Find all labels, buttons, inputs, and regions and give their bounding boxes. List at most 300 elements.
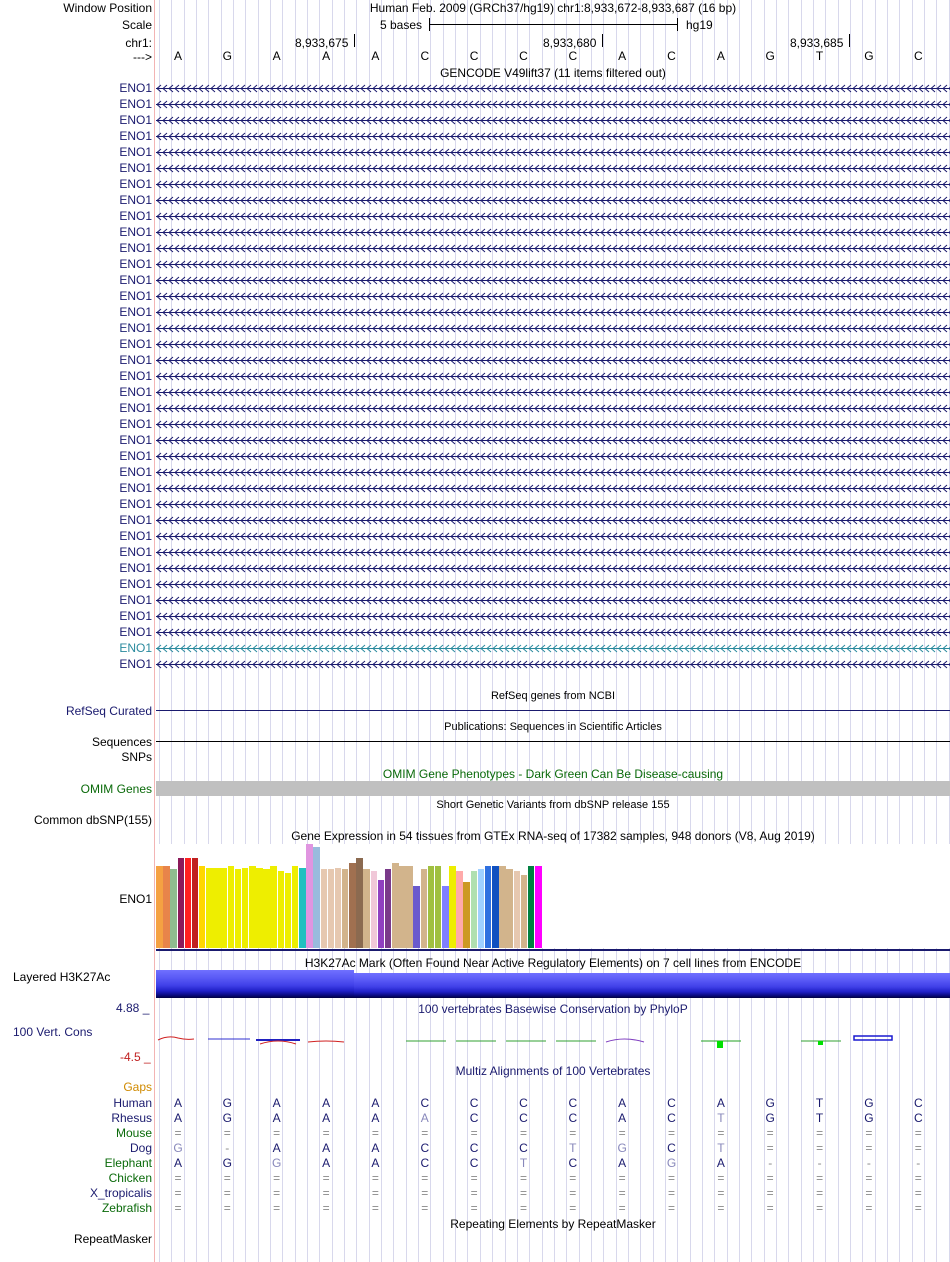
gencode-gene-label[interactable]: ENO1 xyxy=(119,305,152,319)
gtex-track-label[interactable]: ENO1 xyxy=(119,892,152,906)
reference-base: A xyxy=(618,49,627,63)
gtex-tissue-bar[interactable] xyxy=(249,866,256,948)
multiz-base: = xyxy=(470,1171,478,1185)
multiz-base: C xyxy=(469,1096,479,1110)
multiz-base: = xyxy=(421,1171,429,1185)
reference-base: A xyxy=(272,49,281,63)
gencode-gene-label[interactable]: ENO1 xyxy=(119,193,152,207)
gencode-gene-label[interactable]: ENO1 xyxy=(119,641,152,655)
gencode-gene-label[interactable]: ENO1 xyxy=(119,337,152,351)
multiz-base: = xyxy=(421,1201,429,1215)
multiz-base: A xyxy=(173,1111,182,1125)
multiz-base: = xyxy=(223,1171,231,1185)
gtex-tissue-bar[interactable] xyxy=(206,868,213,948)
multiz-base: = xyxy=(816,1171,824,1185)
gtex-tissue-bar[interactable] xyxy=(335,868,342,948)
coord-label-2: 8,933,680 xyxy=(543,36,597,50)
scale-label: Scale xyxy=(121,18,152,32)
gtex-tissue-bar[interactable] xyxy=(442,886,449,948)
gencode-gene-label[interactable]: ENO1 xyxy=(119,145,152,159)
gencode-track-title[interactable]: GENCODE V49lift37 (11 items filtered out) xyxy=(440,66,666,80)
gtex-tissue-bar[interactable] xyxy=(256,868,263,948)
gencode-gene-label[interactable]: ENO1 xyxy=(119,209,152,223)
gtex-tissue-bar[interactable] xyxy=(306,844,313,948)
gtex-tissue-bar[interactable] xyxy=(435,866,442,948)
gtex-tissue-bar[interactable] xyxy=(285,873,292,948)
gtex-tissue-bar[interactable] xyxy=(392,863,399,948)
gtex-tissue-bar[interactable] xyxy=(292,866,299,948)
gencode-gene-label[interactable]: ENO1 xyxy=(119,529,152,543)
multiz-species-label[interactable]: Mouse xyxy=(115,1126,152,1140)
multiz-base: = xyxy=(470,1126,478,1140)
multiz-base: = xyxy=(174,1186,182,1200)
gtex-tissue-bar[interactable] xyxy=(499,866,506,948)
gencode-gene-label[interactable]: ENO1 xyxy=(119,497,152,511)
multiz-base: = xyxy=(717,1201,725,1215)
sequences-track-label[interactable]: Sequences xyxy=(91,735,152,749)
gene-strand-arrows xyxy=(156,260,950,269)
multiz-base: - xyxy=(916,1156,921,1170)
gtex-tissue-bar[interactable] xyxy=(356,858,363,948)
multiz-base: = xyxy=(519,1186,527,1200)
gtex-tissue-bar[interactable] xyxy=(278,871,285,948)
gtex-tissue-bar[interactable] xyxy=(449,866,456,948)
multiz-base: A xyxy=(322,1096,331,1110)
gtex-tissue-bar[interactable] xyxy=(478,869,485,948)
multiz-base: = xyxy=(618,1201,626,1215)
reference-base: A xyxy=(322,49,331,63)
gtex-bar-chart[interactable] xyxy=(156,844,950,948)
gtex-tissue-bar[interactable] xyxy=(371,871,378,948)
gtex-tissue-bar[interactable] xyxy=(299,868,306,948)
multiz-base: A xyxy=(272,1141,281,1155)
gencode-gene-label[interactable]: ENO1 xyxy=(119,625,152,639)
multiz-base: = xyxy=(667,1126,675,1140)
reference-base: C xyxy=(913,49,923,63)
multiz-base: = xyxy=(766,1141,774,1155)
multiz-base: C xyxy=(913,1111,923,1125)
multiz-base: = xyxy=(421,1186,429,1200)
gencode-gene-label[interactable]: ENO1 xyxy=(119,513,152,527)
gene-strand-arrows xyxy=(156,164,950,173)
multiz-species-label[interactable]: Dog xyxy=(129,1141,152,1155)
gencode-gene-label[interactable]: ENO1 xyxy=(119,81,152,95)
multiz-species-label[interactable]: Chicken xyxy=(108,1171,152,1185)
gtex-tissue-bar[interactable] xyxy=(156,866,163,948)
phylop-track-label[interactable]: 100 Vert. Cons xyxy=(13,1025,93,1039)
coord-tick-1 xyxy=(354,34,355,47)
gene-strand-arrows xyxy=(156,644,950,653)
omim-gene-bar[interactable] xyxy=(156,781,950,796)
dbsnp-track-title[interactable]: Short Genetic Variants from dbSNP release 155 xyxy=(436,799,670,811)
multiz-base: = xyxy=(914,1186,922,1200)
gtex-tissue-bar[interactable] xyxy=(349,863,356,948)
multiz-base: = xyxy=(273,1171,281,1185)
multiz-base: = xyxy=(569,1126,577,1140)
multiz-base: = xyxy=(914,1126,922,1140)
multiz-base: = xyxy=(816,1141,824,1155)
multiz-base: A xyxy=(322,1156,331,1170)
gtex-tissue-bar[interactable] xyxy=(342,869,349,948)
multiz-base: = xyxy=(421,1126,429,1140)
gtex-tissue-bar[interactable] xyxy=(421,869,428,948)
multiz-base: = xyxy=(371,1126,379,1140)
reference-base: C xyxy=(667,49,676,63)
multiz-base: C xyxy=(568,1111,578,1125)
multiz-base: C xyxy=(913,1096,923,1110)
gtex-tissue-bar[interactable] xyxy=(456,871,463,948)
gene-strand-arrows xyxy=(156,324,950,333)
multiz-base: C xyxy=(568,1096,578,1110)
multiz-species-label[interactable]: Human xyxy=(113,1096,152,1110)
multiz-base: A xyxy=(618,1156,627,1170)
gtex-tissue-bar[interactable] xyxy=(471,871,478,948)
gtex-tissue-bar[interactable] xyxy=(270,866,277,948)
gencode-gene-label[interactable]: ENO1 xyxy=(119,561,152,575)
multiz-base: = xyxy=(174,1201,182,1215)
multiz-species-label[interactable]: Rhesus xyxy=(111,1111,152,1125)
multiz-base: = xyxy=(667,1186,675,1200)
gencode-gene-label[interactable]: ENO1 xyxy=(119,113,152,127)
multiz-base: G xyxy=(864,1111,874,1125)
multiz-base: = xyxy=(519,1126,527,1140)
multiz-base: T xyxy=(569,1141,577,1155)
phylop-min-label: -4.5 _ xyxy=(120,1050,151,1064)
reference-base: C xyxy=(568,49,578,63)
refseq-track-line[interactable] xyxy=(156,710,950,711)
multiz-base: - xyxy=(768,1156,773,1170)
gtex-tissue-bar[interactable] xyxy=(178,858,185,948)
multiz-base: = xyxy=(223,1186,231,1200)
h3k27ac-track-title[interactable]: H3K27Ac Mark (Often Found Near Active Regulatory Elements) on 7 cell lines from ENCODE xyxy=(304,956,802,970)
multiz-base: = xyxy=(865,1171,873,1185)
multiz-base: G xyxy=(222,1156,232,1170)
gene-strand-arrows xyxy=(156,612,950,621)
gene-strand-arrows xyxy=(156,388,950,397)
gtex-tissue-bar[interactable] xyxy=(313,847,320,948)
multiz-base: G xyxy=(864,1096,874,1110)
gtex-tissue-bar[interactable] xyxy=(170,869,177,948)
multiz-base: T xyxy=(519,1156,528,1170)
coord-label-1: 8,933,675 xyxy=(295,36,349,50)
reference-base: C xyxy=(469,49,479,63)
gene-strand-arrows xyxy=(156,228,950,237)
label-divider xyxy=(154,0,155,1262)
gtex-tissue-bar[interactable] xyxy=(242,868,249,948)
gtex-tissue-bar[interactable] xyxy=(428,866,435,948)
coord-tick-3 xyxy=(849,34,850,47)
gtex-tissue-bar[interactable] xyxy=(463,882,470,948)
multiz-base: = xyxy=(519,1171,527,1185)
multiz-base: G xyxy=(617,1141,627,1155)
multiz-base: = xyxy=(865,1186,873,1200)
gencode-gene-label[interactable]: ENO1 xyxy=(119,129,152,143)
multiz-base: = xyxy=(371,1171,379,1185)
reference-base: C xyxy=(519,49,528,63)
multiz-base: = xyxy=(174,1171,182,1185)
gencode-gene-label[interactable]: ENO1 xyxy=(119,465,152,479)
multiz-base: G xyxy=(765,1096,775,1110)
gencode-gene-label[interactable]: ENO1 xyxy=(119,241,152,255)
multiz-base: = xyxy=(618,1171,626,1185)
gencode-gene-label[interactable]: ENO1 xyxy=(119,433,152,447)
gene-strand-arrows xyxy=(156,596,950,605)
refseq-track-label[interactable]: RefSeq Curated xyxy=(65,704,152,718)
gtex-tissue-bar[interactable] xyxy=(321,869,328,948)
gene-strand-arrows xyxy=(156,276,950,285)
multiz-base: = xyxy=(766,1126,774,1140)
gencode-gene-label[interactable]: ENO1 xyxy=(119,577,152,591)
phylop-track-title[interactable]: 100 vertebrates Basewise Conservation by PhyloP xyxy=(418,1002,688,1016)
gtex-tissue-bar[interactable] xyxy=(514,871,521,948)
gencode-gene-label[interactable]: ENO1 xyxy=(119,369,152,383)
phylop-segment xyxy=(260,1041,296,1044)
multiz-base: T xyxy=(717,1111,725,1125)
multiz-base: = xyxy=(569,1171,577,1185)
scale-bar-right-tick xyxy=(677,18,678,31)
omim-track-label[interactable]: OMIM Genes xyxy=(80,782,152,796)
phylop-peak xyxy=(854,1036,892,1040)
multiz-base: = xyxy=(766,1186,774,1200)
multiz-base: = xyxy=(667,1201,675,1215)
snps-track-label[interactable]: SNPs xyxy=(121,750,152,764)
multiz-base: = xyxy=(174,1126,182,1140)
multiz-base: = xyxy=(322,1186,330,1200)
multiz-base: T xyxy=(815,1111,824,1125)
gtex-tissue-bar[interactable] xyxy=(213,868,220,948)
multiz-base: C xyxy=(519,1096,528,1110)
gencode-gene-label[interactable]: ENO1 xyxy=(119,417,152,431)
multiz-species-label[interactable]: Elephant xyxy=(104,1156,152,1170)
multiz-base: = xyxy=(569,1201,577,1215)
multiz-base: = xyxy=(914,1141,922,1155)
gtex-tissue-bar[interactable] xyxy=(506,869,513,948)
multiz-base: C xyxy=(469,1141,479,1155)
gene-strand-arrows xyxy=(156,340,950,349)
multiz-base: C xyxy=(469,1156,479,1170)
repeatmasker-track-title[interactable]: Repeating Elements by RepeatMasker xyxy=(450,1217,656,1231)
gtex-tissue-bar[interactable] xyxy=(199,866,206,948)
multiz-base: = xyxy=(717,1126,725,1140)
gene-strand-arrows xyxy=(156,452,950,461)
gene-strand-arrows xyxy=(156,244,950,253)
gene-strand-arrows xyxy=(156,308,950,317)
gene-strand-arrows xyxy=(156,500,950,509)
gencode-gene-label[interactable]: ENO1 xyxy=(119,353,152,367)
gene-strand-arrows xyxy=(156,372,950,381)
reference-base: G xyxy=(864,49,874,63)
multiz-base: = xyxy=(816,1186,824,1200)
gene-strand-arrows xyxy=(156,196,950,205)
reference-base: A xyxy=(716,49,725,63)
multiz-base: A xyxy=(322,1141,331,1155)
gtex-tissue-bar[interactable] xyxy=(492,866,499,948)
gtex-tissue-bar[interactable] xyxy=(163,866,170,948)
gene-strand-arrows xyxy=(156,116,950,125)
gtex-tissue-bar[interactable] xyxy=(406,866,413,948)
gencode-gene-label[interactable]: ENO1 xyxy=(119,593,152,607)
gene-strand-arrows xyxy=(156,468,950,477)
gene-strand-arrows xyxy=(156,292,950,301)
reference-base: G xyxy=(222,49,232,63)
gtex-tissue-bar[interactable] xyxy=(228,866,235,948)
gtex-tissue-bar[interactable] xyxy=(528,866,535,948)
gencode-gene-label[interactable]: ENO1 xyxy=(119,225,152,239)
multiz-base: A xyxy=(173,1096,182,1110)
publications-track-title[interactable]: Publications: Sequences in Scientific Articles xyxy=(444,721,662,733)
gene-strand-arrows xyxy=(156,564,950,573)
multiz-base: = xyxy=(816,1201,824,1215)
multiz-base: = xyxy=(322,1201,330,1215)
multiz-base: A xyxy=(716,1156,725,1170)
multiz-base: = xyxy=(322,1126,330,1140)
gene-strand-arrows xyxy=(156,404,950,413)
phylop-max-label: 4.88 _ xyxy=(116,1001,150,1015)
gene-strand-arrows xyxy=(156,516,950,525)
gene-strand-arrows xyxy=(156,84,950,93)
multiz-base: A xyxy=(173,1156,182,1170)
gene-strand-arrows xyxy=(156,132,950,141)
gtex-tissue-bar[interactable] xyxy=(235,869,242,948)
gtex-baseline xyxy=(156,949,950,951)
multiz-base: = xyxy=(914,1171,922,1185)
multiz-base: C xyxy=(420,1096,430,1110)
multiz-base: = xyxy=(273,1201,281,1215)
gtex-tissue-bar[interactable] xyxy=(192,858,199,948)
gencode-gene-label[interactable]: ENO1 xyxy=(119,481,152,495)
omim-track-title[interactable]: OMIM Gene Phenotypes - Dark Green Can Be Disease-causing xyxy=(382,767,724,781)
reference-base: C xyxy=(420,49,430,63)
multiz-base: C xyxy=(667,1096,676,1110)
gtex-tissue-bar[interactable] xyxy=(363,869,370,948)
multiz-base: = xyxy=(371,1201,379,1215)
multiz-base: A xyxy=(322,1111,331,1125)
gtex-tissue-bar[interactable] xyxy=(413,886,420,948)
multiz-base: = xyxy=(371,1186,379,1200)
gene-strand-arrows xyxy=(156,212,950,221)
phylop-segment xyxy=(606,1039,644,1042)
window-position-label: Window Position xyxy=(63,1,152,15)
refseq-track-title[interactable]: RefSeq genes from NCBI xyxy=(490,690,616,702)
multiz-base: A xyxy=(371,1156,380,1170)
gencode-gene-label[interactable]: ENO1 xyxy=(119,97,152,111)
h3k27ac-signal-high[interactable] xyxy=(156,970,354,998)
gtex-tissue-bar[interactable] xyxy=(185,858,192,948)
gencode-gene-label[interactable]: ENO1 xyxy=(119,273,152,287)
multiz-base: A xyxy=(716,1096,725,1110)
gencode-gene-label[interactable]: ENO1 xyxy=(119,161,152,175)
reference-base: A xyxy=(371,49,380,63)
gencode-gene-label[interactable]: ENO1 xyxy=(119,321,152,335)
multiz-base: = xyxy=(322,1171,330,1185)
multiz-base: = xyxy=(865,1201,873,1215)
phylop-signal[interactable] xyxy=(156,1030,950,1050)
gtex-tissue-bar[interactable] xyxy=(535,866,542,948)
multiz-base: C xyxy=(667,1141,676,1155)
multiz-base: = xyxy=(470,1186,478,1200)
multiz-base: = xyxy=(914,1201,922,1215)
multiz-base: C xyxy=(420,1156,430,1170)
dbsnp-track-label[interactable]: Common dbSNP(155) xyxy=(33,813,152,827)
multiz-species-label[interactable]: X_tropicalis xyxy=(89,1186,152,1200)
multiz-base: = xyxy=(766,1201,774,1215)
h3k27ac-track-label[interactable]: Layered H3K27Ac xyxy=(13,970,111,984)
multiz-base: T xyxy=(815,1096,824,1110)
gene-strand-arrows xyxy=(156,420,950,429)
gtex-tissue-bar[interactable] xyxy=(485,866,492,948)
phylop-segment xyxy=(308,1041,344,1042)
gene-strand-arrows xyxy=(156,580,950,589)
scale-bar-left-tick xyxy=(429,18,430,31)
gencode-gene-label[interactable]: ENO1 xyxy=(119,177,152,191)
multiz-base: = xyxy=(816,1126,824,1140)
assembly-position-text: Human Feb. 2009 (GRCh37/hg19) chr1:8,933,672-8,933,687 (16 bp) xyxy=(369,1,737,15)
gtex-tissue-bar[interactable] xyxy=(328,869,335,948)
multiz-track-title[interactable]: Multiz Alignments of 100 Vertebrates xyxy=(455,1064,651,1078)
multiz-base: G xyxy=(222,1111,232,1125)
gencode-gene-label[interactable]: ENO1 xyxy=(119,257,152,271)
repeatmasker-track-label[interactable]: RepeatMasker xyxy=(73,1232,152,1246)
multiz-base: C xyxy=(519,1141,528,1155)
gencode-gene-label[interactable]: ENO1 xyxy=(119,401,152,415)
multiz-base: A xyxy=(618,1111,627,1125)
multiz-base: = xyxy=(717,1186,725,1200)
multiz-base: A xyxy=(371,1141,380,1155)
gtex-tissue-bar[interactable] xyxy=(263,869,270,948)
phylop-peak xyxy=(717,1041,723,1048)
strand-label: ---> xyxy=(133,50,152,64)
gtex-tissue-bar[interactable] xyxy=(521,875,528,948)
multiz-base: - xyxy=(866,1156,871,1170)
gene-strand-arrows xyxy=(156,356,950,365)
multiz-base: = xyxy=(569,1186,577,1200)
h3k27ac-signal[interactable] xyxy=(354,973,950,998)
multiz-base: G xyxy=(272,1156,282,1170)
gene-strand-arrows xyxy=(156,532,950,541)
gene-strand-arrows xyxy=(156,660,950,669)
gencode-gene-label[interactable]: ENO1 xyxy=(119,289,152,303)
gene-strand-arrows xyxy=(156,548,950,557)
multiz-base: = xyxy=(717,1171,725,1185)
multiz-base: - xyxy=(225,1141,230,1155)
multiz-base: G xyxy=(222,1096,232,1110)
gtex-tissue-bar[interactable] xyxy=(399,866,406,948)
publications-track-line[interactable] xyxy=(156,741,950,742)
multiz-base: A xyxy=(618,1096,627,1110)
gencode-gene-label[interactable]: ENO1 xyxy=(119,657,152,671)
gtex-tissue-bar[interactable] xyxy=(385,869,392,948)
gencode-gene-label[interactable]: ENO1 xyxy=(119,609,152,623)
multiz-base: A xyxy=(272,1096,281,1110)
gencode-gene-label[interactable]: ENO1 xyxy=(119,545,152,559)
phylop-peak xyxy=(818,1041,823,1045)
gencode-gene-label[interactable]: ENO1 xyxy=(119,385,152,399)
gene-strand-arrows xyxy=(156,436,950,445)
gene-strand-arrows xyxy=(156,180,950,189)
gene-strand-arrows xyxy=(156,628,950,637)
gtex-track-title[interactable]: Gene Expression in 54 tissues from GTEx RNA-seq of 17382 samples, 948 donors (V8, Aug 2019) xyxy=(291,829,815,843)
multiz-base: C xyxy=(469,1111,479,1125)
reference-base: T xyxy=(815,49,824,63)
multiz-base: = xyxy=(470,1201,478,1215)
gencode-gene-label[interactable]: ENO1 xyxy=(119,449,152,463)
gtex-tissue-bar[interactable] xyxy=(220,868,227,948)
reference-base: A xyxy=(173,49,182,63)
multiz-base: C xyxy=(667,1111,676,1125)
gtex-tissue-bar[interactable] xyxy=(378,880,385,948)
multiz-base: G xyxy=(173,1141,183,1155)
multiz-species-label[interactable]: Zebrafish xyxy=(101,1201,152,1215)
